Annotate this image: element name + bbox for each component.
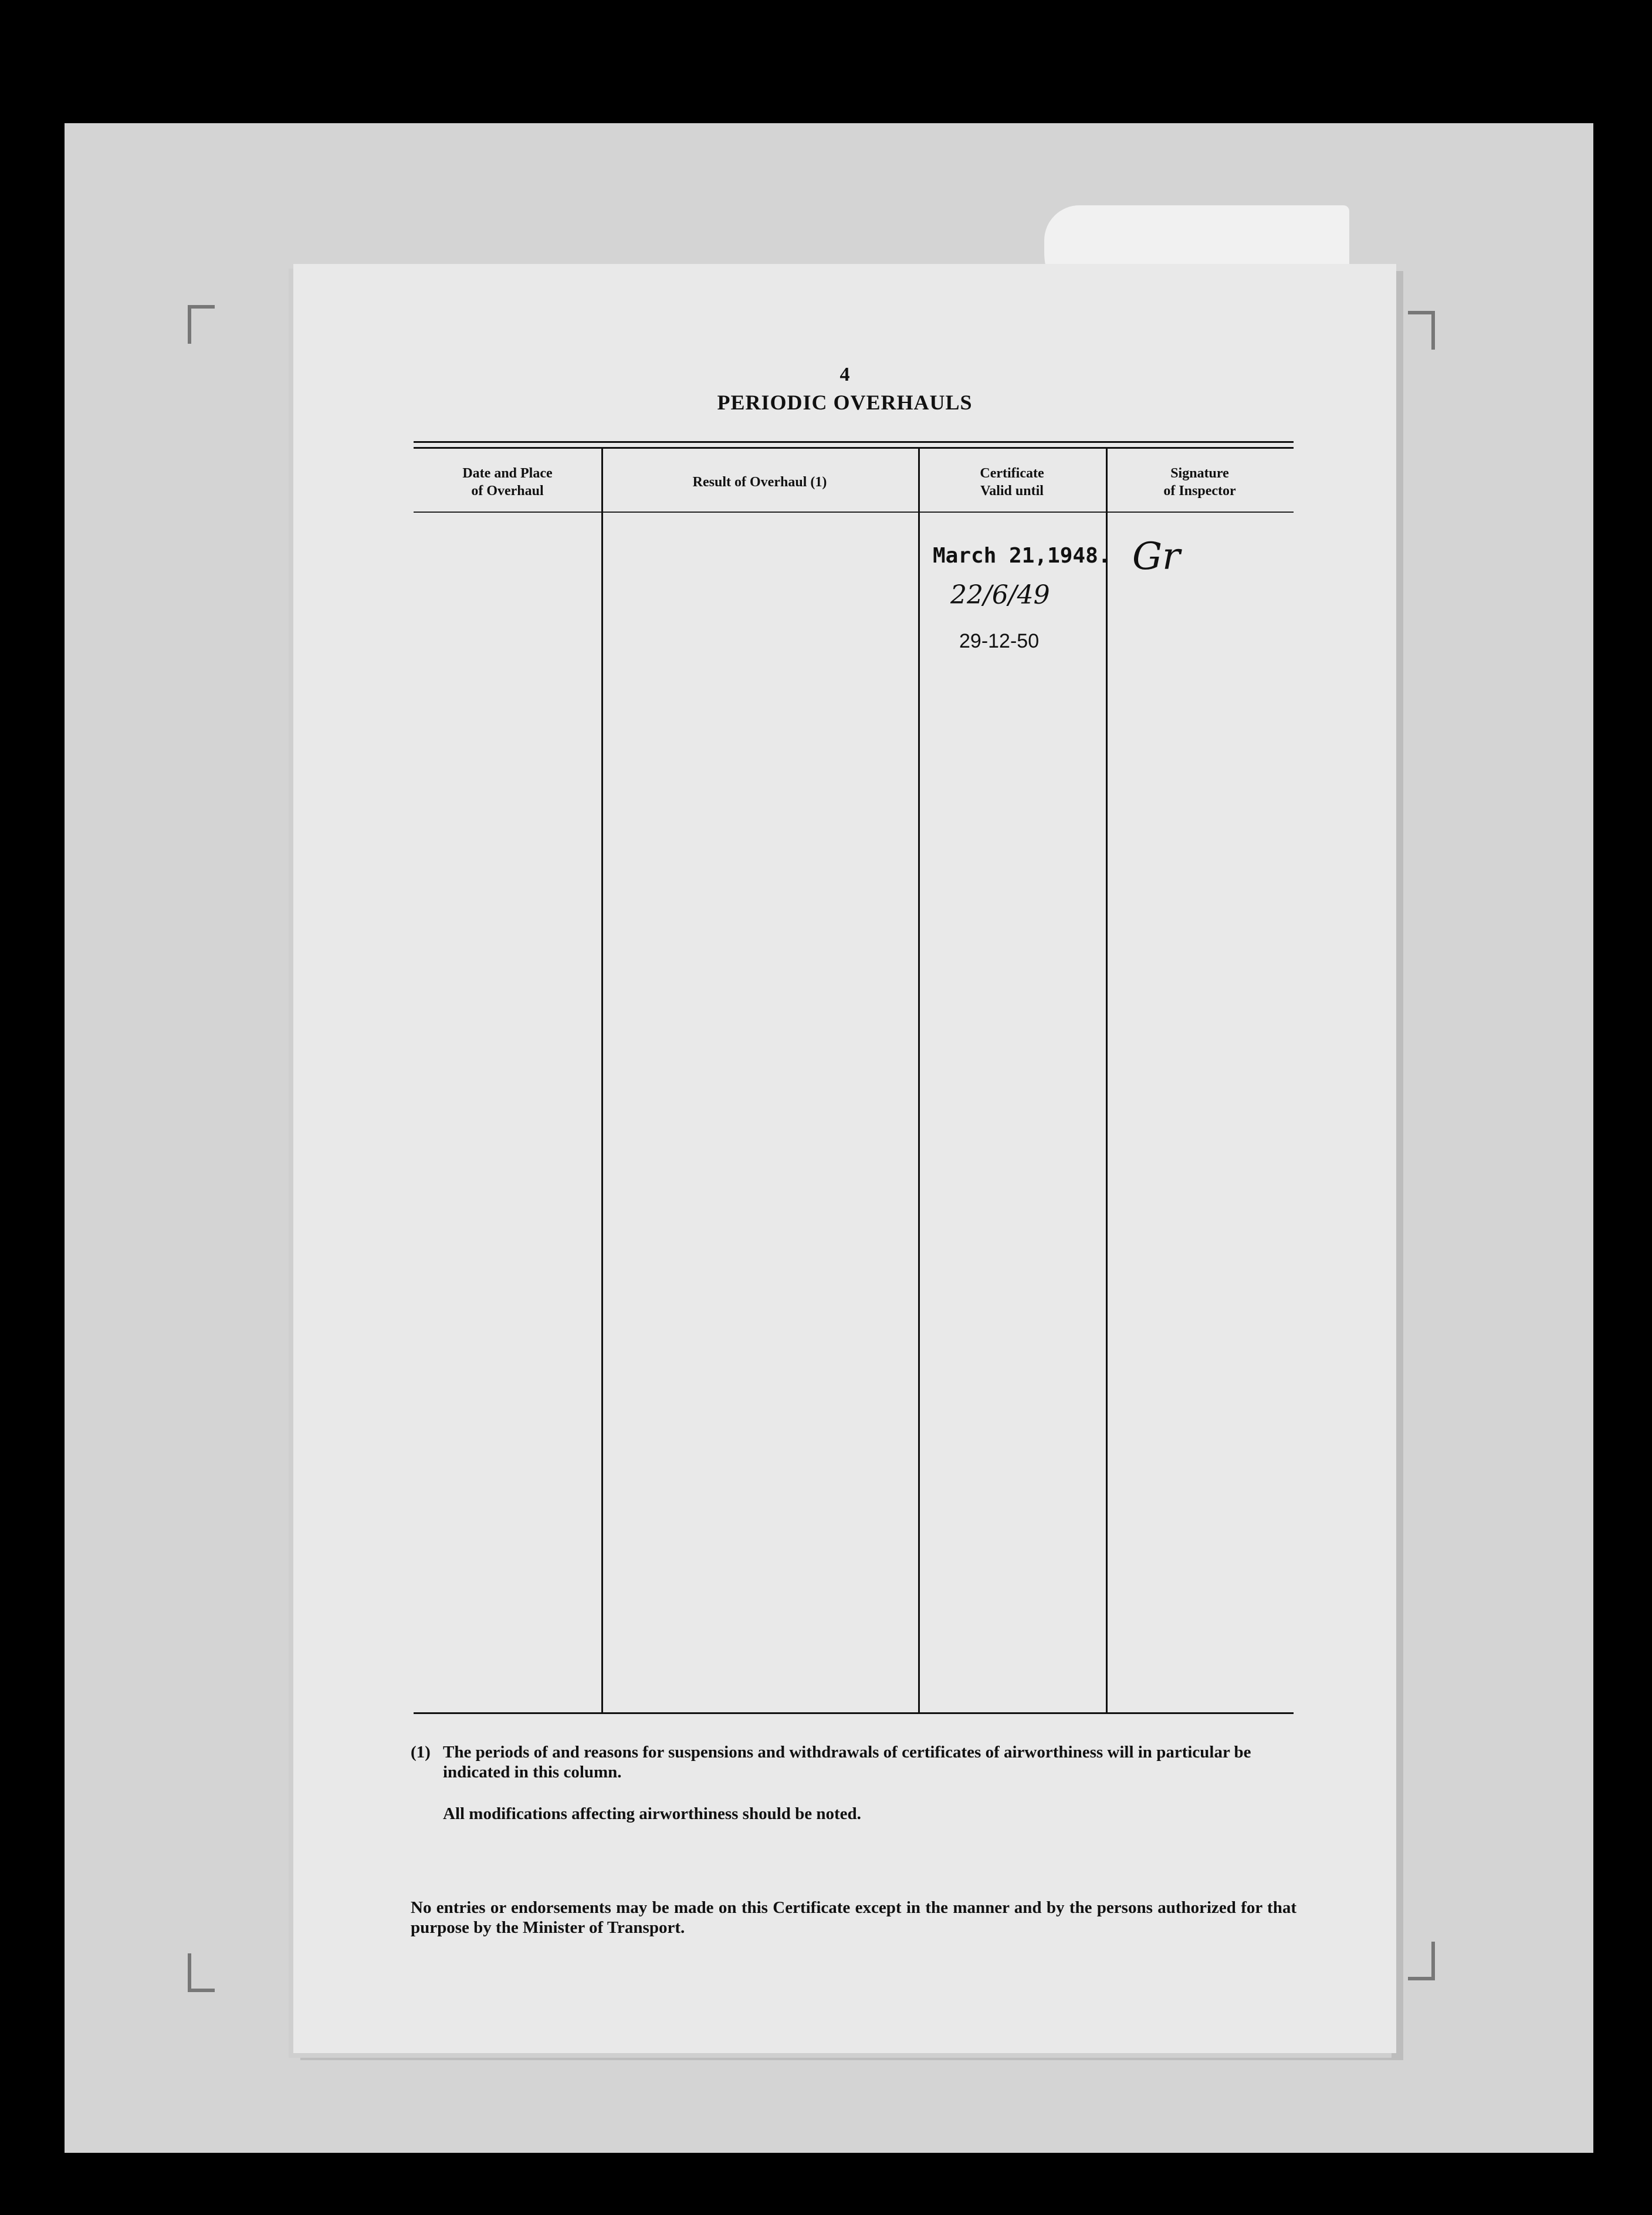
column-divider [601,447,603,1714]
overhauls-table [414,441,1294,1714]
footnote-text: The periods of and reasons for suspensions and withdrawals of certificates of airworthiness will in particular be indicated in this column. [443,1743,1251,1782]
valid-until-entry-handwritten: 22/6/49 [950,580,1050,610]
crop-mark-bottom-right [1408,1942,1435,1980]
header-rule [414,512,1294,513]
inspector-signature: Gr [1132,535,1180,578]
crop-mark-top-left [188,305,215,344]
column-divider [918,447,920,1714]
header-valid-until: Certificate Valid until [980,466,1044,499]
certificate-page [293,264,1396,2053]
header-result: Result of Overhaul (1) [692,475,827,490]
table-bottom-rule [414,1712,1294,1714]
footnote-marker: (1) [411,1743,431,1762]
crop-mark-top-right [1408,311,1435,350]
header-date-place: Date and Place of Overhaul [462,466,553,499]
header-signature: Signature of Inspector [1163,466,1236,499]
section-title: PERIODIC OVERHAULS [717,391,973,414]
valid-until-entry: March 21,1948. [933,544,1111,568]
table-top-rule [414,441,1294,443]
table-top-rule-inner [414,447,1294,449]
bottom-note: No entries or endorsements may be made on this Certificate except in the manner and by the persons authorized for that purpose by the Minister of Transport. [411,1898,1296,1937]
footnote-note: All modifications affecting airworthiness should be noted. [443,1804,861,1823]
footnote [411,1742,1296,1823]
crop-mark-bottom-left [188,1953,215,1992]
valid-until-entry: 29-12-50 [959,630,1040,652]
page-number: 4 [839,364,850,385]
column-divider [1106,447,1108,1714]
